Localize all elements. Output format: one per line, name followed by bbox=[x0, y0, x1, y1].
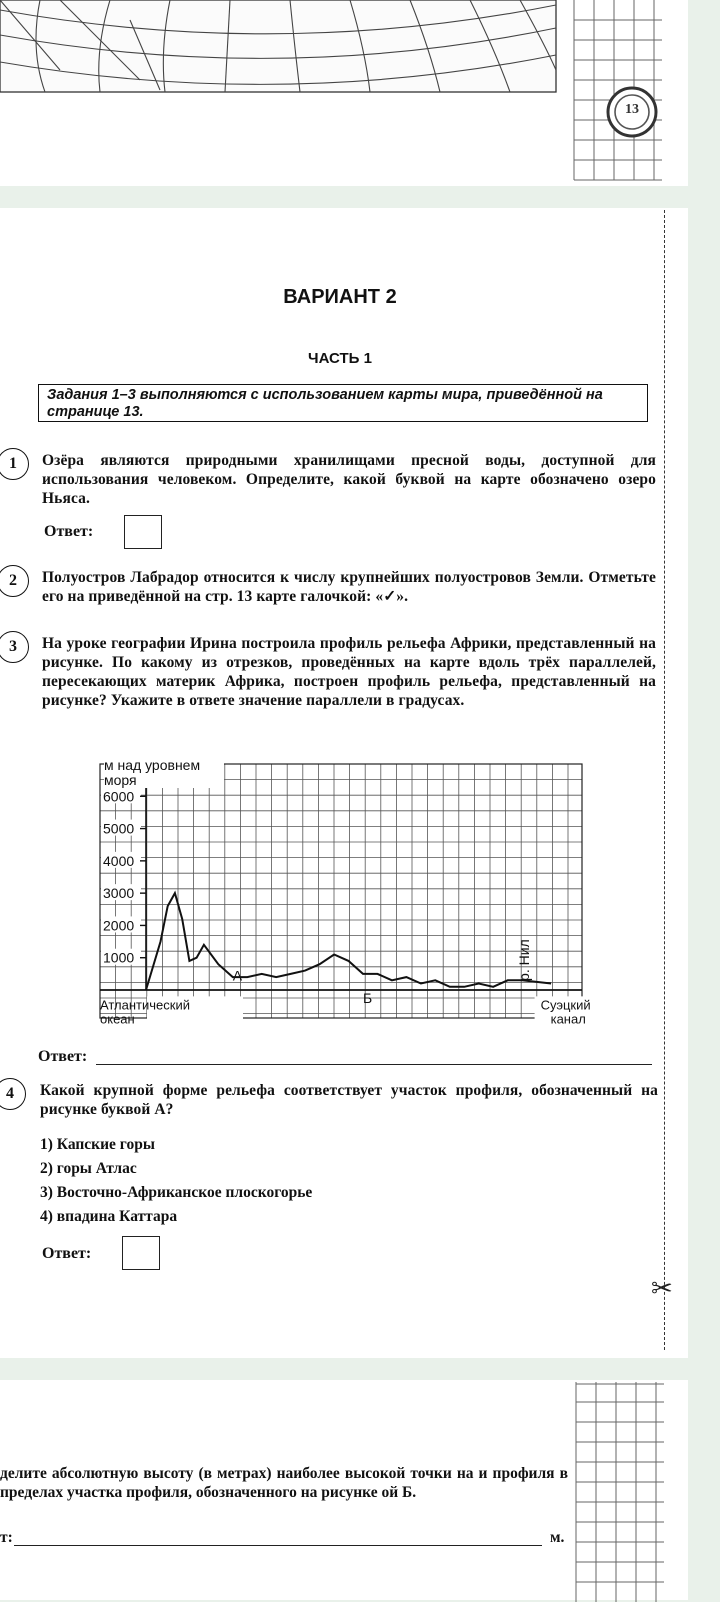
task-text-4: Какой крупной форме рельефа соответствует участок профиля, обозначенный на рисунке буквой А? bbox=[40, 1082, 658, 1118]
page-number: 13 bbox=[625, 102, 639, 117]
option-4[interactable]: 4) впадина Каттара bbox=[40, 1208, 178, 1225]
task-text-3: На уроке географии Ирина построила профиль рельефа Африки, представленный на рисунке. По какому из отрезков, проведённых на карте вдоль трёх параллелей, пересекающих материк Африка, построен профиль рельефа, представленный на рисунке? Укажите в ответе значение параллели в градусах. bbox=[42, 635, 656, 709]
part-title: ЧАСТЬ 1 bbox=[308, 350, 372, 367]
option-2[interactable]: 2) горы Атлас bbox=[40, 1160, 137, 1177]
task-number-1: 1 bbox=[0, 448, 29, 480]
y-tick-label: 4000 bbox=[103, 852, 135, 869]
previous-page bbox=[0, 0, 688, 186]
grid-margin bbox=[572, 0, 672, 182]
next-answer-unit: м. bbox=[550, 1529, 565, 1546]
instruction-text: Задания 1–3 выполняются с использованием карты мира, приведённой на странице 13. bbox=[47, 387, 603, 420]
task-text-2: Полуостров Лабрадор относится к числу крупнейших полуостровов Земли. Отметьте его на приведённой на стр. 13 карте галочкой: «✓». bbox=[42, 569, 656, 605]
next-task-text: делите абсолютную высоту (в метрах) наиболее высокой точки на и профиля в пределах участка профиля, обозначенного на рисунке ой Б. bbox=[0, 1465, 568, 1501]
main-page bbox=[0, 208, 688, 1358]
annotation-label: Суэцкий канал bbox=[540, 997, 591, 1027]
annotation-label: Б bbox=[363, 989, 373, 1006]
answer-label-1: Ответ: bbox=[44, 523, 94, 540]
next-answer-line[interactable] bbox=[14, 1545, 542, 1546]
answer-line-3[interactable] bbox=[96, 1064, 652, 1065]
y-tick-label: 6000 bbox=[103, 788, 135, 805]
variant-title: ВАРИАНТ 2 bbox=[283, 286, 397, 308]
y-tick-label: 1000 bbox=[103, 949, 135, 966]
map-fragment bbox=[0, 0, 560, 95]
instruction-box bbox=[38, 384, 648, 422]
option-3[interactable]: 3) Восточно-Африканское плоскогорье bbox=[40, 1184, 313, 1201]
answer-box-4[interactable] bbox=[122, 1236, 160, 1270]
grid-margin-bottom bbox=[574, 1382, 674, 1602]
annotation-label: р. Нил bbox=[516, 939, 533, 981]
next-page bbox=[0, 1380, 688, 1600]
task-number-4: 4 bbox=[0, 1078, 26, 1110]
y-tick-label: 2000 bbox=[103, 917, 135, 934]
task-number-2: 2 bbox=[0, 565, 29, 597]
chart-axes bbox=[100, 764, 582, 990]
task-text-1: Озёра являются природными хранилищами пресной воды, доступной для использования человеком. Определите, какой буквой на карте обозначено озеро Ньяса. bbox=[42, 452, 656, 507]
y-tick-label: 3000 bbox=[103, 885, 135, 902]
y-axis-label: м над уровнем моря bbox=[104, 758, 224, 788]
annotation-label: А bbox=[232, 967, 243, 984]
answer-box-1[interactable] bbox=[124, 515, 162, 549]
next-answer-prefix: т: bbox=[0, 1529, 13, 1546]
chart-ticks bbox=[101, 787, 146, 965]
relief-profile-chart bbox=[98, 760, 598, 1042]
annotation-label: Атлантический океан bbox=[100, 997, 190, 1027]
answer-label-3: Ответ: bbox=[38, 1048, 88, 1065]
y-tick-label: 5000 bbox=[103, 820, 135, 837]
cut-line bbox=[664, 210, 665, 1350]
task-number-3: 3 bbox=[0, 631, 29, 663]
scissors-icon: ✂ bbox=[651, 1274, 673, 1303]
answer-label-4: Ответ: bbox=[42, 1245, 92, 1262]
chart-annotations bbox=[100, 939, 598, 1028]
option-1[interactable]: 1) Капские горы bbox=[40, 1136, 155, 1153]
